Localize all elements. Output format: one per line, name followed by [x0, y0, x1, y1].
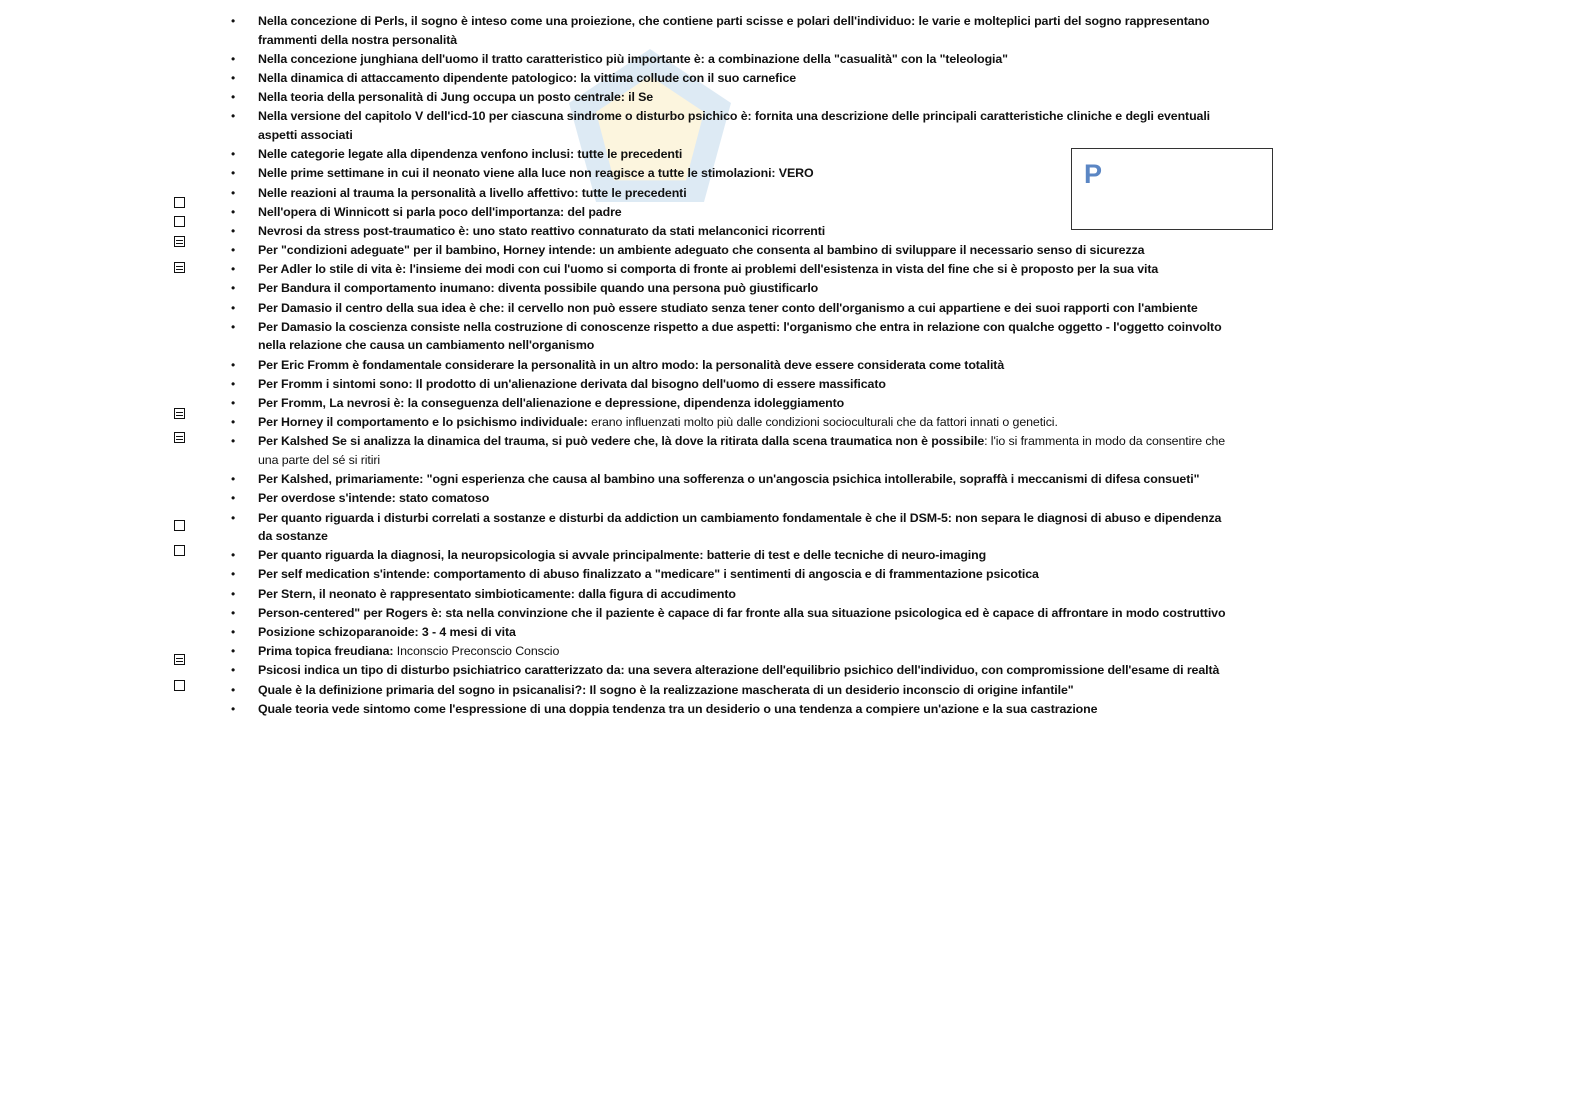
item-text-bold: Per Kalshed Se si analizza la dinamica del trauma, si può vedere che, là dove la ritirata dalla scena traumatica non è possibile [258, 434, 985, 449]
bullet-icon: • [230, 147, 236, 162]
margin-checkbox-icon [174, 432, 185, 443]
list-item [228, 546, 1228, 565]
list-item [228, 164, 1228, 183]
item-text-bold: Per self medication s'intende: comportamento di abuso finalizzato a "medicare" i sentimenti di angoscia e di frammentazione psicotica [258, 567, 1039, 582]
bullet-icon: • [230, 166, 236, 181]
item-text-bold: Nevrosi da stress post-traumatico è: uno stato reattivo connaturato da stati melanconici ricorrenti [258, 223, 826, 238]
item-text-normal: Inconscio Preconscio Conscio [393, 644, 560, 659]
bullet-icon: • [230, 376, 236, 391]
item-text-normal: erano influenzati molto più dalle condizioni socioculturali che da fattori innati o genetici. [587, 415, 1058, 430]
bullet-icon: • [230, 586, 236, 601]
bullet-icon: • [230, 281, 236, 296]
bullet-icon: • [230, 14, 236, 28]
item-text-bold: Psicosi indica un tipo di disturbo psichiatrico caratterizzato da: una severa alterazione dell'equilibrio psichico dell'individuo, con compromissione dell'esame di realtà [258, 663, 1220, 678]
item-text-bold: Per Damasio la coscienza consiste nella costruzione di conoscenze rispetto a due aspetti: l'organismo che entra in relazione con qualche oggetto - l'oggetto coinvolto nella relazione che causa un cambiamento nell'organismo [258, 319, 1222, 353]
list-item [228, 413, 1228, 432]
list-item [228, 184, 1228, 203]
item-text-bold: Nelle reazioni al trauma la personalità a livello affettivo: tutte le precedenti [258, 185, 687, 200]
margin-checkbox-icon [174, 654, 185, 665]
item-text-bold: Per overdose s'intende: stato comatoso [258, 491, 490, 506]
item-text-bold: Quale è la definizione primaria del sogno in psicanalisi?: Il sogno è la realizzazione mascherata di un desiderio inconscio di origine infantile" [258, 682, 1074, 697]
item-text-bold: Nelle prime settimane in cui il neonato viene alla luce non reagisce a tutte le stimolazioni: VERO [258, 166, 814, 181]
item-text-bold: Per quanto riguarda i disturbi correlati a sostanze e disturbi da addiction un cambiamento fondamentale è che il DSM-5: non separa le diagnosi di abuso e dipendenza da sostanze [258, 510, 1222, 544]
bullet-icon: • [230, 491, 236, 506]
list-item [228, 69, 1228, 88]
margin-checkbox-icon [174, 197, 185, 208]
bullet-icon: • [230, 415, 236, 430]
list-item [228, 50, 1228, 69]
item-text-bold: Nell'opera di Winnicott si parla poco dell'importanza: del padre [258, 204, 622, 219]
margin-checkbox-icon [174, 680, 185, 691]
item-text-bold: Nella concezione di Perls, il sogno è inteso come una proiezione, che contiene parti scisse e polari dell'individuo: le varie e molteplici parti del sogno rappresentano frammenti della nostra personalità [258, 14, 1210, 47]
bullet-icon: • [230, 70, 236, 85]
list-item [228, 260, 1228, 279]
list-item [228, 12, 1228, 49]
bullet-icon: • [230, 701, 236, 716]
item-text-bold: Posizione schizoparanoide: 3 - 4 mesi di vita [258, 625, 516, 640]
item-text-bold: Per Kalshed, primariamente: "ogni esperienza che causa al bambino una sofferenza o un'angoscia psichica intollerabile, sopraffà i meccanismi di difesa consueti" [258, 472, 1200, 487]
bullet-icon: • [230, 548, 236, 563]
item-text-bold: Per Fromm i sintomi sono: Il prodotto di un'alienazione derivata dal bisogno dell'uomo di essere massificato [258, 376, 886, 391]
list-item [228, 318, 1228, 355]
margin-checkbox-icon [174, 545, 185, 556]
item-text-bold: Per "condizioni adeguate" per il bambino, Horney intende: un ambiente adeguato che consenta al bambino di sviluppare il necessario senso di sicurezza [258, 243, 1145, 258]
item-text-bold: Nella concezione junghiana dell'uomo il tratto caratteristico più importante è: a combinazione della "casualità" con la "teleologia" [258, 51, 1008, 66]
margin-checkbox-icon [174, 262, 185, 273]
list-item [228, 222, 1228, 241]
bullet-icon: • [230, 605, 236, 620]
item-text-bold: Per quanto riguarda la diagnosi, la neuropsicologia si avvale principalmente: batterie di test e delle tecniche di neuro-imaging [258, 548, 987, 563]
list-item [228, 681, 1228, 700]
item-text-bold: Per Damasio il centro della sua idea è che: il cervello non può essere studiato senza tener conto dell'organismo a cui appartiene e dei suoi rapporti con l'ambiente [258, 300, 1198, 315]
bullet-icon: • [230, 567, 236, 582]
margin-checkbox-icon [174, 236, 185, 247]
bullet-icon: • [230, 663, 236, 678]
list-item [228, 432, 1228, 469]
bullet-icon: • [230, 319, 236, 334]
list-item [228, 604, 1228, 623]
list-item [228, 299, 1228, 318]
bullet-icon: • [230, 223, 236, 238]
list-item [228, 88, 1228, 107]
list-item [228, 470, 1228, 489]
bullet-icon: • [230, 243, 236, 258]
list-item [228, 375, 1228, 394]
list-item [228, 203, 1228, 222]
list-item [228, 107, 1228, 144]
item-text-bold: Per Fromm, La nevrosi è: la conseguenza dell'alienazione e depressione, dipendenza idoleggiamento [258, 395, 845, 410]
bullet-icon: • [230, 395, 236, 410]
item-text-bold: Per Eric Fromm è fondamentale considerare la personalità in un altro modo: la personalità deve essere considerata come totalità [258, 357, 1005, 372]
list-item [228, 642, 1228, 661]
item-text-bold: Prima topica freudiana: [258, 644, 394, 659]
item-text-bold: Per Bandura il comportamento inumano: diventa possibile quando una persona può giustificarlo [258, 281, 819, 296]
item-text-bold: Per Adler lo stile di vita è: l'insieme dei modi con cui l'uomo si comporta di fronte ai problemi dell'esistenza in vista del fine che si è proposto per la sua vita [258, 262, 1159, 277]
item-text-bold: Per Horney il comportamento e lo psichismo individuale: [258, 415, 588, 430]
list-item [228, 356, 1228, 375]
item-text-bold: Quale teoria vede sintomo come l'espressione di una doppia tendenza tra un desiderio o una tendenza a compiere un'azione e la sua castrazione [258, 701, 1098, 716]
item-text-bold: Nella dinamica di attaccamento dipendente patologico: la vittima collude con il suo carnefice [258, 70, 797, 85]
margin-checkbox-icon [174, 216, 185, 227]
list-item [228, 241, 1228, 260]
bullet-icon: • [230, 109, 236, 124]
list-item [228, 585, 1228, 604]
margin-checkbox-icon [174, 408, 185, 419]
bullet-icon: • [230, 90, 236, 105]
bullet-icon: • [230, 262, 236, 277]
list-item [228, 489, 1228, 508]
bullet-icon: • [230, 472, 236, 487]
bullet-icon: • [230, 204, 236, 219]
item-text-normal: : l'io si frammenta in modo da consentire che una parte del sé si ritiri [258, 434, 1226, 467]
list-item [228, 145, 1228, 164]
box-letter: P [1084, 159, 1103, 189]
bullet-icon: • [230, 51, 236, 66]
bullet-icon: • [230, 300, 236, 315]
bullet-icon: • [230, 682, 236, 697]
list-item [228, 565, 1228, 584]
bullet-icon: • [230, 357, 236, 372]
bullet-list [228, 12, 1228, 719]
bullet-icon: • [230, 434, 236, 449]
bullet-icon: • [230, 510, 236, 525]
item-text-bold: Nella versione del capitolo V dell'icd-10 per ciascuna sindrome o disturbo psichico è: fornita una descrizione delle principali caratteristiche cliniche e degli eventuali aspetti associati [258, 109, 1211, 142]
list-item [228, 279, 1228, 298]
list-item [228, 394, 1228, 413]
list-item [228, 623, 1228, 642]
item-text-bold: Nelle categorie legate alla dipendenza venfono inclusi: tutte le precedenti [258, 147, 683, 162]
list-item [228, 700, 1228, 719]
bullet-icon: • [230, 625, 236, 640]
bullet-icon: • [230, 185, 236, 200]
bullet-icon: • [230, 644, 236, 659]
list-item [228, 509, 1228, 546]
list-item [228, 661, 1228, 680]
item-text-bold: Per Stern, il neonato è rappresentato simbioticamente: dalla figura di accudimento [258, 586, 736, 601]
item-text-bold: Person-centered" per Rogers è: sta nella convinzione che il paziente è capace di far fronte alla sua situazione psicologica ed è capace di affrontare in modo costruttivo [258, 605, 1226, 620]
item-text-bold: Nella teoria della personalità di Jung occupa un posto centrale: il Se [258, 90, 654, 105]
margin-checkbox-icon [174, 520, 185, 531]
